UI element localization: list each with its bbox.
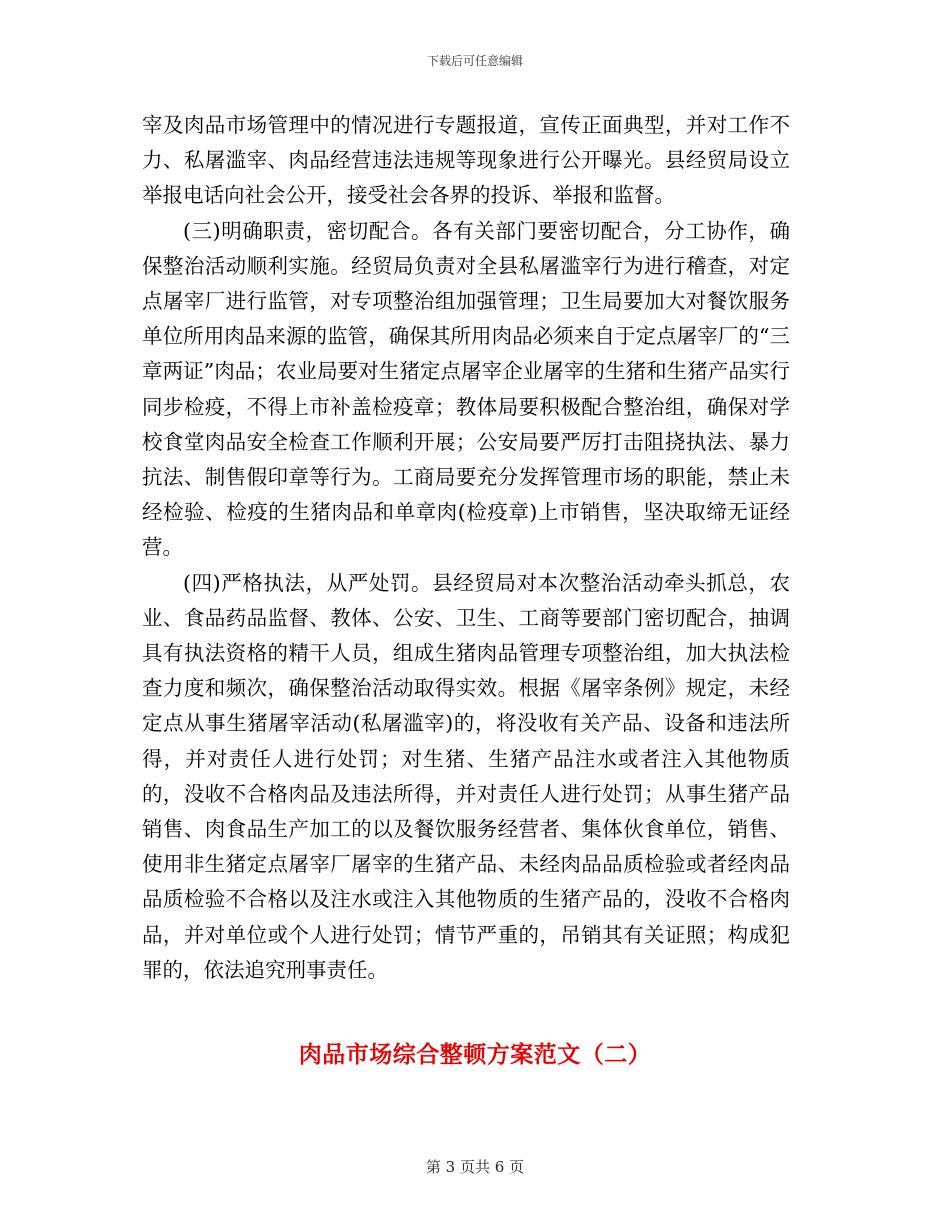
header-note: 下载后可任意编辑: [426, 54, 523, 68]
section-heading: 肉品市场综合整顿方案范文（二）: [298, 1042, 652, 1068]
page-number: 第 3 页共 6 页: [425, 1158, 525, 1176]
body-paragraph: (三)明确职责，密切配合。各有关部门要密切配合，分工协作，确保整治活动顺利实施。经贸局负责对全县私屠滥宰行为进行稽查，对定点屠宰厂进行监管，对专项整治组加强管理；卫生局要加大对餐饮服务单位所用肉品来源的监管，确保其所用肉品必须来自于定点屠宰厂的“三章两证”肉品；农业局要对生猪定点屠宰企业屠宰的生猪和生猪产品实行同步检疫，不得上市补盖检疫章；教体局要积极配合整治组，确保对学校食堂肉品安全检查工作顺利开展；公安局要严厉打击阻挠执法、暴力抗法、制售假印章等行为。工商局要充分发挥管理市场的职能，禁止未经检验、检疫的生猪肉品和单章肉(检疫章)上市销售，坚决取缔无证经营。: [142, 218, 790, 560]
document-body: [142, 108, 790, 988]
body-paragraph: (四)严格执法，从严处罚。县经贸局对本次整治活动牵头抓总，农业、食品药品监督、教体、公安、卫生、工商等要部门密切配合，抽调具有执法资格的精干人员，组成生猪肉品管理专项整治组，加大执法检查力度和频次，确保整治活动取得实效。根据《屠宰条例》规定，未经定点从事生猪屠宰活动(私屠滥宰)的，将没收有关产品、设备和违法所得，并对责任人进行处罚；对生猪、生猪产品注水或者注入其他物质的，没收不合格肉品及违法所得，并对责任人进行处罚；从事生猪产品销售、肉食品生产加工的以及餐饮服务经营者、集体伙食单位，销售、使用非生猪定点屠宰厂屠宰的生猪产品、未经肉品品质检验或者经肉品品质检验不合格以及注水或注入其他物质的生猪产品的，没收不合格肉品，并对单位或个人进行处罚；情节严重的，吊销其有关证照；构成犯罪的，依法追究刑事责任。: [142, 570, 790, 982]
body-paragraph: 宰及肉品市场管理中的情况进行专题报道，宣传正面典型，并对工作不力、私屠滥宰、肉品经营违法违规等现象进行公开曝光。县经贸局设立举报电话向社会公开，接受社会各界的投诉、举报和监督。: [142, 113, 790, 208]
